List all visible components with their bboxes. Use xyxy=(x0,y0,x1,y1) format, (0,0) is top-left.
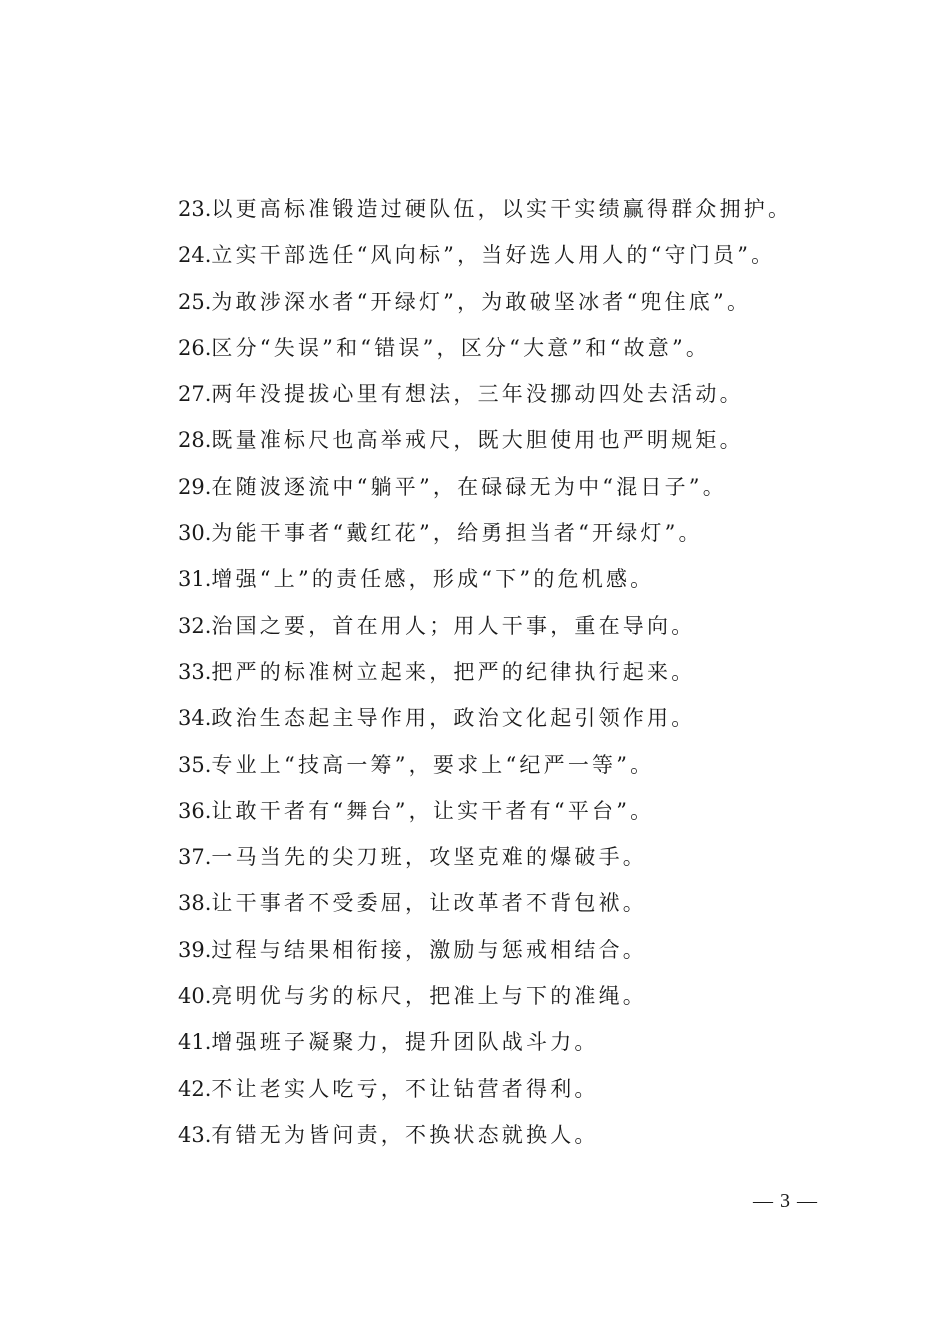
item-number: 27. xyxy=(178,382,212,407)
item-text: 在随波逐流中“躺平”，在碌碌无为中“混日子”。 xyxy=(211,474,727,499)
item-number: 31. xyxy=(178,567,212,592)
list-item xyxy=(178,371,878,417)
item-text: 增强班子凝聚力，提升团队战斗力。 xyxy=(211,1030,599,1055)
list-item xyxy=(178,417,878,463)
list-item xyxy=(178,695,878,741)
list-item xyxy=(178,464,878,510)
list-item xyxy=(178,186,878,232)
item-text: 以更高标准锻造过硬队伍，以实干实绩赢得群众拥护。 xyxy=(211,197,793,221)
item-number: 25. xyxy=(178,289,212,314)
item-text: 让敢干者有“舞台”，让实干者有“平台”。 xyxy=(211,798,655,823)
list-item xyxy=(178,927,878,973)
list-item xyxy=(178,603,878,649)
list-item xyxy=(178,649,878,695)
item-text: 立实干部选任“风向标”，当好选人用人的“守门员”。 xyxy=(211,243,776,268)
item-text: 亮明优与劣的标尺，把准上与下的准绳。 xyxy=(211,984,648,1009)
item-number: 32. xyxy=(178,613,212,638)
list-item xyxy=(178,279,878,325)
item-text: 专业上“技高一筹”，要求上“纪严一等”。 xyxy=(211,752,655,777)
item-text: 为敢涉深水者“开绿灯”，为敢破坚冰者“兜住底”。 xyxy=(211,289,752,314)
item-number: 24. xyxy=(178,243,212,268)
item-number: 29. xyxy=(178,474,212,499)
item-text: 为能干事者“戴红花”，给勇担当者“开绿灯”。 xyxy=(211,521,703,546)
list-item xyxy=(178,1066,878,1112)
item-number: 37. xyxy=(178,845,212,870)
item-number: 33. xyxy=(178,659,212,684)
numbered-list xyxy=(178,186,878,1158)
list-item xyxy=(178,325,878,371)
item-number: 42. xyxy=(178,1076,212,1101)
list-item xyxy=(178,510,878,556)
item-text: 区分“失误”和“错误”，区分“大意”和“故意”。 xyxy=(211,335,711,360)
item-text: 治国之要，首在用人；用人干事，重在导向。 xyxy=(211,613,696,638)
list-item xyxy=(178,788,878,834)
item-number: 26. xyxy=(178,335,212,360)
list-item xyxy=(178,1112,878,1158)
item-number: 40. xyxy=(178,984,212,1009)
item-text: 不让老实人吃亏，不让钻营者得利。 xyxy=(211,1076,599,1101)
list-item xyxy=(178,556,878,602)
item-text: 政治生态起主导作用，政治文化起引领作用。 xyxy=(211,706,696,731)
page-number: — 3 — xyxy=(753,1190,818,1212)
item-text: 一马当先的尖刀班，攻坚克难的爆破手。 xyxy=(211,845,648,870)
item-text: 把严的标准树立起来，把严的纪律执行起来。 xyxy=(211,659,696,684)
list-item xyxy=(178,880,878,926)
item-text: 既量准标尺也高举戒尺，既大胆使用也严明规矩。 xyxy=(211,428,744,453)
list-item xyxy=(178,973,878,1019)
list-item xyxy=(178,834,878,880)
item-number: 28. xyxy=(178,428,212,453)
list-item xyxy=(178,232,878,278)
item-number: 36. xyxy=(178,798,212,823)
list-item xyxy=(178,1019,878,1065)
item-text: 过程与结果相衔接，激励与惩戒相结合。 xyxy=(211,937,648,962)
item-number: 39. xyxy=(178,937,212,962)
list-item xyxy=(178,742,878,788)
item-text: 两年没提拔心里有想法，三年没挪动四处去活动。 xyxy=(211,382,744,407)
item-number: 30. xyxy=(178,521,212,546)
item-text: 有错无为皆问责，不换状态就换人。 xyxy=(211,1122,599,1147)
item-text: 让干事者不受委屈，让改革者不背包袱。 xyxy=(211,891,648,916)
item-text: 增强“上”的责任感，形成“下”的危机感。 xyxy=(211,567,655,592)
item-number: 38. xyxy=(178,891,212,916)
item-number: 35. xyxy=(178,752,212,777)
item-number: 34. xyxy=(178,706,212,731)
item-number: 43. xyxy=(178,1122,212,1147)
item-number: 23. xyxy=(178,197,212,221)
item-number: 41. xyxy=(178,1030,212,1055)
